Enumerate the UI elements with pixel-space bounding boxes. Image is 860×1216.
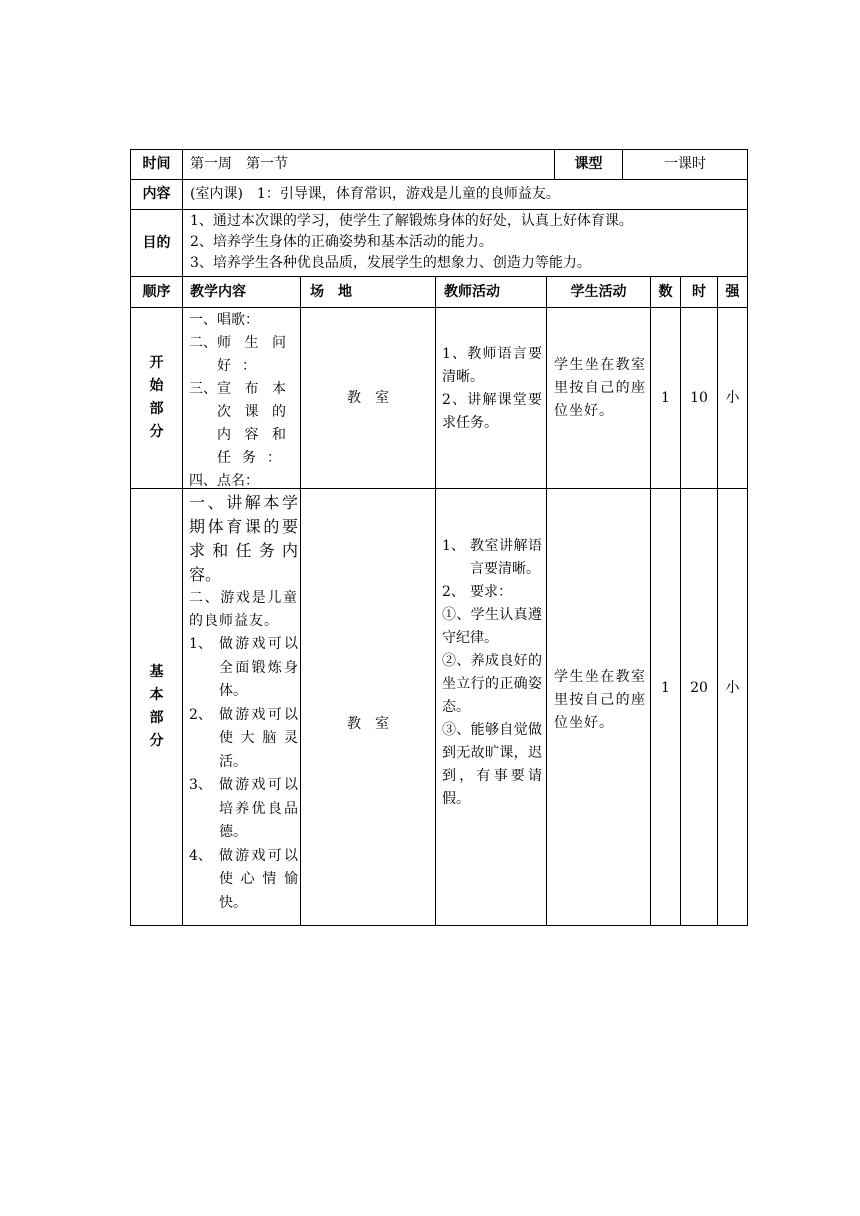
list-item: 4、 做游戏可以使心情愉快。 (189, 847, 298, 911)
goal-label: 目的 (142, 235, 171, 251)
col-header-count: 数 (658, 284, 673, 300)
goal-item: 1、通过本次课的学习，使学生了解锻炼身体的好处，认真上好体育课。 (190, 213, 633, 229)
col-header-intensity: 强 (725, 284, 740, 300)
content-heading: 一、讲解本学期体育课的要求和任务内容。 (189, 493, 298, 584)
list-item: 一、 唱歌： (189, 312, 259, 328)
list-item: 2、 要求： (442, 584, 512, 600)
section-opening-intensity: 小 (725, 390, 740, 406)
section-main-content (189, 491, 298, 915)
section-opening-count: 1 (661, 390, 670, 406)
col-header-teacher: 教师活动 (444, 284, 500, 300)
section-opening-student: 学生坐在教室里按自己的座位坐好。 (554, 357, 646, 419)
goal-list (190, 210, 746, 276)
time-value: 第一周 第一节 (190, 156, 288, 172)
section-main-time: 20 (690, 680, 708, 696)
section-opening-venue: 教 室 (347, 390, 389, 406)
lesson-type-value: 一课时 (664, 156, 706, 172)
col-header-content: 教学内容 (190, 284, 246, 300)
section-main-intensity: 小 (725, 680, 740, 696)
list-item: 二、 师生问好： (189, 335, 297, 374)
section-opening-time: 10 (690, 390, 708, 406)
section-main-teacher: 1、 教室讲解语言要清晰。 2、 要求： ①、学生认真遵守纪律。 ②、养成良好的坐立行的正确姿态。 ③、能够自觉做到无故旷课，迟到，有事要请假。 (442, 535, 542, 811)
section-main-student: 学生坐在教室里按自己的座位坐好。 (554, 669, 646, 731)
goal-item: 3、培养学生各种优良品质，发展学生的想象力、创造力等能力。 (190, 255, 591, 271)
col-header-time: 时 (692, 284, 706, 300)
section-main-count: 1 (661, 680, 670, 696)
content-subheading: 二、游戏是儿童的良师益友。 (189, 590, 298, 629)
col-header-venue: 场 地 (310, 284, 352, 300)
list-item: 三、 宣布本次课的内容和任务： (189, 381, 297, 466)
section-opening-content (189, 309, 297, 487)
section-opening-teacher: 1、教师语言要清晰。 2、讲解课堂要求任务。 (442, 346, 542, 431)
list-item: 1、 做游戏可以全面锻炼身体。 (189, 636, 298, 699)
list-item: 3、 做游戏可以培养优良品德。 (189, 777, 298, 840)
col-header-student: 学生活动 (570, 284, 627, 300)
col-header-order: 顺序 (142, 284, 171, 300)
content-value: (室内课) 1：引导课，体育常识，游戏是儿童的良师益友。 (190, 186, 560, 202)
goal-item: 2、培养学生身体的正确姿势和基本活动的能力。 (190, 234, 493, 250)
lesson-type-label: 课型 (574, 156, 603, 172)
section-main-venue: 教 室 (347, 716, 389, 732)
section-opening-label: 开 始 部 分 (149, 355, 164, 440)
list-item: 四、 点名： (189, 473, 259, 489)
list-item: 1、 教室讲解语言要清晰。 (442, 538, 542, 577)
content-label: 内容 (142, 186, 171, 202)
time-label: 时间 (142, 156, 171, 172)
list-item: 2、 做游戏可以使大脑灵活。 (189, 706, 298, 770)
section-main-label: 基 本 部 分 (149, 664, 164, 749)
